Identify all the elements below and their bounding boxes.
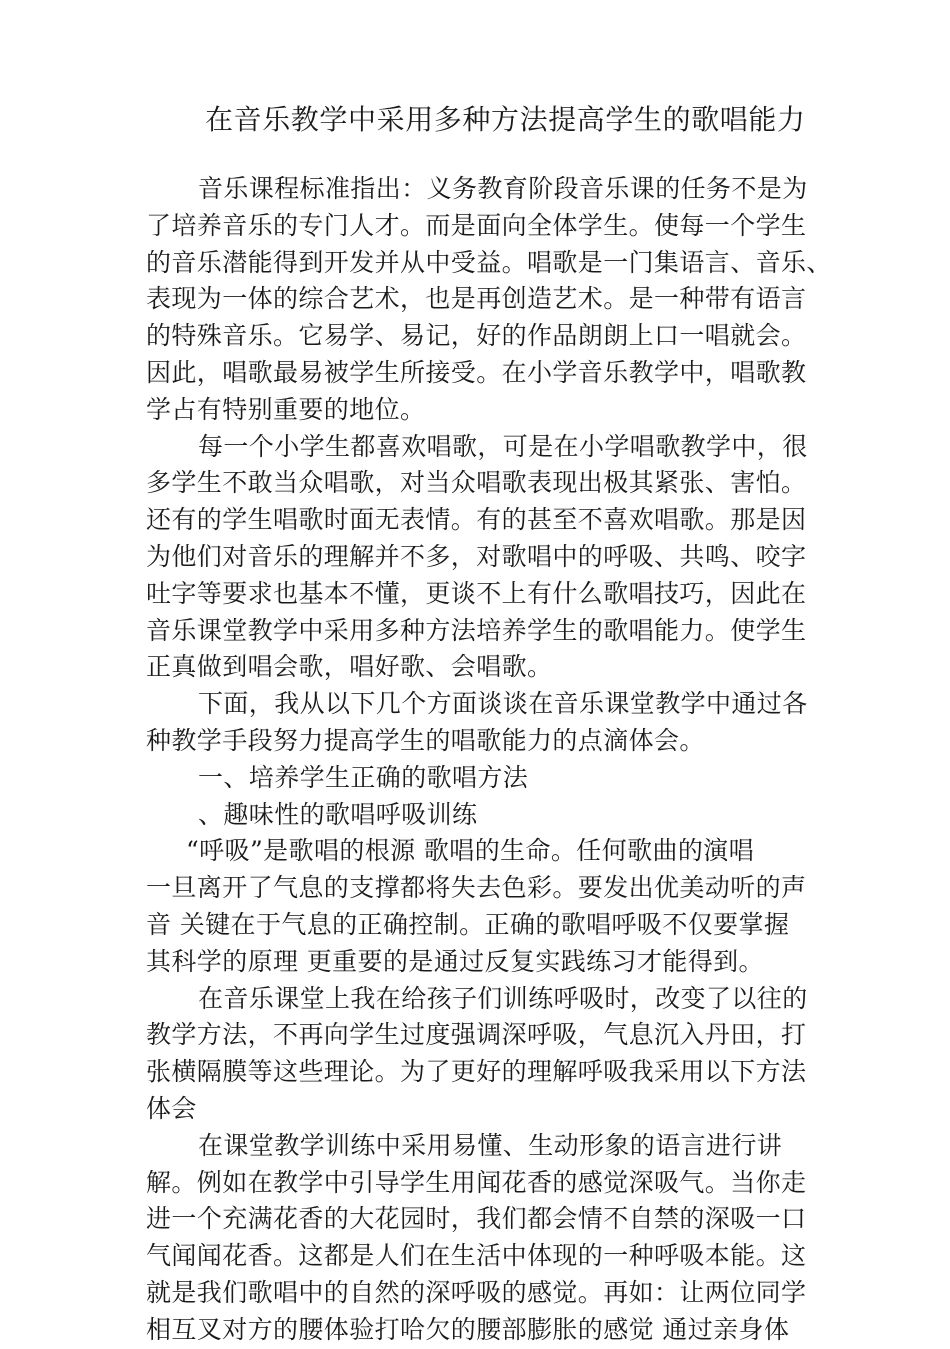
section-heading: 一、培养学生正确的歌唱方法 <box>198 762 529 792</box>
paragraph-line: 进一个充满花香的大花园时，我们都会情不自禁的深吸一口 <box>146 1204 807 1234</box>
paragraph-line: 气闻闻花香。这都是人们在生活中体现的一种呼吸本能。这 <box>146 1241 807 1271</box>
paragraph-line: 正真做到唱会歌，唱好歌、会唱歌。 <box>146 652 553 682</box>
paragraph-line: 每一个小学生都喜欢唱歌，可是在小学唱歌教学中，很 <box>198 431 808 461</box>
paragraph-line: 其科学的原理 更重要的是通过反复实践练习才能得到。 <box>146 946 764 976</box>
paragraph-line: 了培养音乐的专门人才。而是面向全体学生。使每一个学生 <box>146 210 807 240</box>
document-title: 在音乐教学中采用多种方法提高学生的歌唱能力 <box>205 103 806 136</box>
paragraph-line: 因此，唱歌最易被学生所接受。在小学音乐教学中，唱歌教 <box>146 357 807 387</box>
paragraph-line: 吐字等要求也基本不懂，更谈不上有什么歌唱技巧，因此在 <box>146 578 807 608</box>
paragraph-line: 解。例如在教学中引导学生用闻花香的感觉深吸气。当你走 <box>146 1167 807 1197</box>
paragraph-line: 音乐课程标准指出：义务教育阶段音乐课的任务不是为 <box>198 174 808 203</box>
paragraph-line: 教学方法，不再向学生过度强调深呼吸，气息沉入丹田，打 <box>146 1020 807 1050</box>
paragraph-line: “呼吸”是歌唱的根源 歌唱的生命。任何歌曲的演唱 <box>186 836 755 866</box>
paragraph-line: 在课堂教学训练中采用易懂、生动形象的语言进行讲 <box>198 1130 783 1160</box>
paragraph-line: 音乐课堂教学中采用多种方法培养学生的歌唱能力。使学生 <box>146 615 807 645</box>
paragraph-line: 表现为一体的综合艺术，也是再创造艺术。是一种带有语言 <box>146 284 807 314</box>
paragraph-line: 体会 <box>146 1093 197 1123</box>
paragraph-line: 张横隔膜等这些理论。为了更好的理解呼吸我采用以下方法 <box>146 1057 807 1087</box>
subsection-heading: 、趣味性的歌唱呼吸训练 <box>198 799 478 829</box>
paragraph-line: 的特殊音乐。它易学、易记，好的作品朗朗上口一唱就会。 <box>146 321 807 351</box>
paragraph-line: 音 关键在于气息的正确控制。正确的歌唱呼吸不仅要掌握 <box>146 909 790 939</box>
paragraph-line: 在音乐课堂上我在给孩子们训练呼吸时，改变了以往的 <box>198 983 808 1013</box>
document-body <box>146 171 832 1349</box>
paragraph-line: 学占有特别重要的地位。 <box>146 394 426 424</box>
paragraph-line: 多学生不敢当众唱歌，对当众唱歌表现出极其紧张、害怕。 <box>146 468 807 498</box>
paragraph-line: 种教学手段努力提高学生的唱歌能力的点滴体会。 <box>146 725 705 755</box>
paragraph-line: 相互叉对方的腰体验打哈欠的腰部膨胀的感觉 通过亲身体 <box>146 1314 790 1344</box>
paragraph-line: 下面，我从以下几个方面谈谈在音乐课堂教学中通过各 <box>198 689 808 719</box>
paragraph-line: 还有的学生唱歌时面无表情。有的甚至不喜欢唱歌。那是因 <box>146 505 807 535</box>
paragraph-line: 的音乐潜能得到开发并从中受益。唱歌是一门集语言、音乐、 <box>146 247 832 277</box>
paragraph-line: 就是我们歌唱中的自然的深呼吸的感觉。再如：让两位同学 <box>146 1277 807 1307</box>
paragraph-line: 为他们对音乐的理解并不多，对歌唱中的呼吸、共鸣、咬字 <box>146 541 807 571</box>
paragraph-line: 一旦离开了气息的支撑都将失去色彩。要发出优美动听的声 <box>146 873 807 903</box>
